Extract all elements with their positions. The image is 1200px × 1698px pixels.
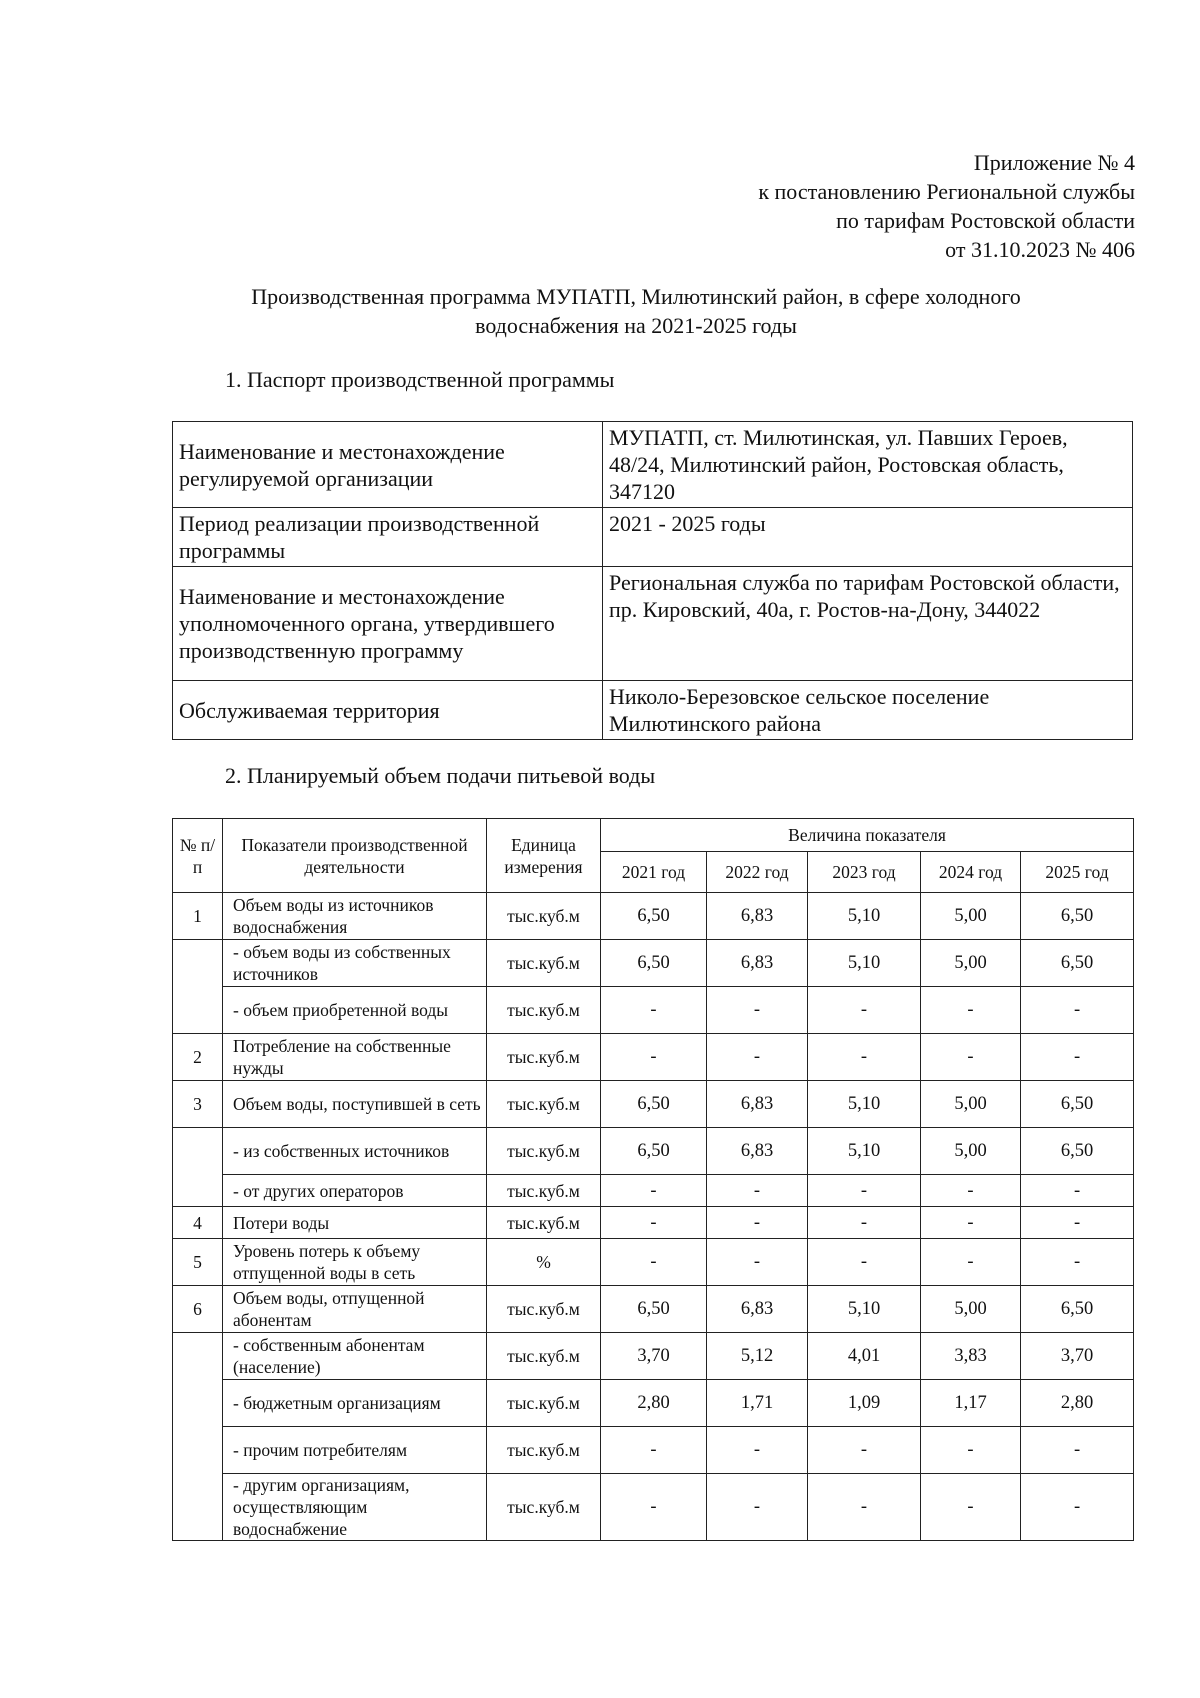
row-value: 5,00 — [921, 1081, 1021, 1128]
row-unit: тыс.куб.м — [487, 1333, 601, 1380]
column-header-year: 2024 год — [921, 852, 1021, 893]
row-indicator: - от других операторов — [223, 1175, 487, 1207]
row-indicator: - собственным абонентам (население) — [223, 1333, 487, 1380]
row-value: - — [707, 1474, 808, 1541]
table-header-row — [173, 819, 1134, 852]
row-value: - — [808, 1474, 921, 1541]
row-value: - — [808, 1427, 921, 1474]
column-header-value-group: Величина показателя — [601, 819, 1134, 852]
table-row — [173, 987, 1134, 1034]
row-value: 5,12 — [707, 1333, 808, 1380]
column-header-year: 2022 год — [707, 852, 808, 893]
row-value: - — [808, 1034, 921, 1081]
row-value: 1,09 — [808, 1380, 921, 1427]
row-value: 5,10 — [808, 893, 921, 940]
row-value: - — [707, 1175, 808, 1207]
row-value: - — [921, 1427, 1021, 1474]
passport-value: Николо-Березовское сельское поселение Милютинского района — [603, 681, 1133, 740]
appendix-reference-line: к постановлению Региональной службы — [758, 179, 1135, 204]
table-row — [173, 1175, 1134, 1207]
passport-row — [173, 567, 1133, 681]
row-value: 5,10 — [808, 940, 921, 987]
row-value: - — [707, 987, 808, 1034]
row-value: 6,50 — [1021, 940, 1134, 987]
table-row — [173, 893, 1134, 940]
passport-row — [173, 681, 1133, 740]
row-unit: тыс.куб.м — [487, 1207, 601, 1239]
row-value: 2,80 — [1021, 1380, 1134, 1427]
row-value: - — [707, 1207, 808, 1239]
row-value: 4,01 — [808, 1333, 921, 1380]
row-unit: % — [487, 1239, 601, 1286]
section-heading-passport: 1. Паспорт производственной программы — [225, 367, 615, 392]
row-number: 4 — [173, 1207, 223, 1239]
row-value: 3,70 — [601, 1333, 707, 1380]
column-header-year: 2023 год — [808, 852, 921, 893]
row-unit: тыс.куб.м — [487, 1474, 601, 1541]
row-value: 6,50 — [1021, 893, 1134, 940]
row-unit: тыс.куб.м — [487, 940, 601, 987]
row-value: - — [707, 1239, 808, 1286]
row-value: - — [1021, 1427, 1134, 1474]
row-value: - — [601, 987, 707, 1034]
row-value: 6,83 — [707, 893, 808, 940]
passport-label: Наименование и местонахождение уполномоченного органа, утвердившего производственную программу — [173, 567, 603, 681]
row-indicator: Объем воды, поступившей в сеть — [223, 1081, 487, 1128]
row-number: 5 — [173, 1239, 223, 1286]
row-value: - — [808, 1175, 921, 1207]
row-number — [173, 1333, 223, 1541]
row-indicator: - бюджетным организациям — [223, 1380, 487, 1427]
row-indicator: Потери воды — [223, 1207, 487, 1239]
table-row — [173, 1427, 1134, 1474]
row-value: 6,50 — [601, 1081, 707, 1128]
row-value: 5,10 — [808, 1081, 921, 1128]
row-value: - — [601, 1427, 707, 1474]
row-value: - — [921, 1034, 1021, 1081]
row-value: - — [921, 1239, 1021, 1286]
row-value: - — [1021, 1239, 1134, 1286]
passport-value: 2021 - 2025 годы — [603, 508, 1133, 567]
row-value: - — [921, 987, 1021, 1034]
row-value: - — [1021, 1175, 1134, 1207]
row-indicator: - объем воды из собственных источников — [223, 940, 487, 987]
table-row — [173, 1081, 1134, 1128]
row-number: 1 — [173, 893, 223, 940]
row-value: - — [707, 1034, 808, 1081]
row-unit: тыс.куб.м — [487, 1081, 601, 1128]
passport-row — [173, 508, 1133, 567]
passport-value: Региональная служба по тарифам Ростовской области, пр. Кировский, 40а, г. Ростов-на-Дону, 344022 — [603, 567, 1133, 681]
row-value: - — [921, 1207, 1021, 1239]
row-value: 3,70 — [1021, 1333, 1134, 1380]
column-header-number: № п/п — [173, 819, 223, 893]
row-value: - — [601, 1175, 707, 1207]
row-unit: тыс.куб.м — [487, 1034, 601, 1081]
row-number: 3 — [173, 1081, 223, 1128]
title-line: Производственная программа МУПАТП, Милютинский район, в сфере холодного — [251, 284, 1021, 309]
row-value: - — [601, 1207, 707, 1239]
row-value: - — [1021, 987, 1134, 1034]
row-value: - — [921, 1474, 1021, 1541]
row-indicator: - другим организациям, осуществляющим водоснабжение — [223, 1474, 487, 1541]
row-value: 6,50 — [1021, 1128, 1134, 1175]
row-number — [173, 1128, 223, 1207]
row-value: 6,50 — [1021, 1081, 1134, 1128]
row-unit: тыс.куб.м — [487, 1128, 601, 1175]
row-value: - — [808, 1239, 921, 1286]
row-number: 2 — [173, 1034, 223, 1081]
row-indicator: - объем приобретенной воды — [223, 987, 487, 1034]
row-value: - — [1021, 1207, 1134, 1239]
row-value: - — [601, 1239, 707, 1286]
row-value: - — [808, 987, 921, 1034]
row-value: - — [921, 1175, 1021, 1207]
row-indicator: - из собственных источников — [223, 1128, 487, 1175]
passport-table — [172, 421, 1133, 740]
table-row — [173, 1380, 1134, 1427]
row-value: 5,00 — [921, 1286, 1021, 1333]
row-value: 5,00 — [921, 893, 1021, 940]
passport-value: МУПАТП, ст. Милютинская, ул. Павших Героев, 48/24, Милютинский район, Ростовская область, 347120 — [603, 422, 1133, 508]
table-row — [173, 940, 1134, 987]
appendix-number: Приложение № 4 — [973, 150, 1135, 175]
row-value: 1,71 — [707, 1380, 808, 1427]
table-row — [173, 1286, 1134, 1333]
column-header-year: 2021 год — [601, 852, 707, 893]
passport-row — [173, 422, 1133, 508]
row-value: 6,50 — [601, 893, 707, 940]
column-header-year: 2025 год — [1021, 852, 1134, 893]
title-line: водоснабжения на 2021-2025 годы — [475, 313, 797, 338]
row-value: - — [707, 1427, 808, 1474]
row-value: 1,17 — [921, 1380, 1021, 1427]
row-number: 6 — [173, 1286, 223, 1333]
row-unit: тыс.куб.м — [487, 1380, 601, 1427]
row-value: 6,83 — [707, 1128, 808, 1175]
row-value: 5,00 — [921, 940, 1021, 987]
row-value: 5,10 — [808, 1128, 921, 1175]
row-value: - — [601, 1474, 707, 1541]
document-title — [172, 282, 1100, 340]
row-indicator: - прочим потребителям — [223, 1427, 487, 1474]
row-indicator: Объем воды из источников водоснабжения — [223, 893, 487, 940]
row-value: - — [1021, 1474, 1134, 1541]
row-value: 6,50 — [601, 1128, 707, 1175]
row-value: 5,00 — [921, 1128, 1021, 1175]
water-volume-table — [172, 818, 1134, 1541]
column-header-indicator: Показатели производственной деятельности — [223, 819, 487, 893]
row-unit: тыс.куб.м — [487, 987, 601, 1034]
table-row — [173, 1128, 1134, 1175]
appendix-reference-line: по тарифам Ростовской области — [836, 208, 1135, 233]
row-value: 5,10 — [808, 1286, 921, 1333]
row-unit: тыс.куб.м — [487, 1175, 601, 1207]
table-row — [173, 1239, 1134, 1286]
row-indicator: Потребление на собственные нужды — [223, 1034, 487, 1081]
section-heading-volume: 2. Планируемый объем подачи питьевой воды — [225, 763, 656, 788]
row-value: - — [1021, 1034, 1134, 1081]
row-value: 6,50 — [1021, 1286, 1134, 1333]
document-header — [575, 148, 1135, 264]
passport-label: Наименование и местонахождение регулируемой организации — [173, 422, 603, 508]
column-header-unit: Единица измерения — [487, 819, 601, 893]
row-number — [173, 940, 223, 1034]
row-value: 2,80 — [601, 1380, 707, 1427]
row-value: 6,83 — [707, 1286, 808, 1333]
row-value: 6,83 — [707, 940, 808, 987]
row-value: 6,50 — [601, 1286, 707, 1333]
table-row — [173, 1034, 1134, 1081]
row-value: 6,50 — [601, 940, 707, 987]
table-row — [173, 1333, 1134, 1380]
row-value: 3,83 — [921, 1333, 1021, 1380]
row-value: - — [808, 1207, 921, 1239]
passport-label: Период реализации производственной программы — [173, 508, 603, 567]
table-row — [173, 1474, 1134, 1541]
row-indicator: Уровень потерь к объему отпущенной воды в сеть — [223, 1239, 487, 1286]
table-row — [173, 1207, 1134, 1239]
row-unit: тыс.куб.м — [487, 1286, 601, 1333]
passport-label: Обслуживаемая территория — [173, 681, 603, 740]
resolution-date-number: от 31.10.2023 № 406 — [945, 237, 1135, 262]
row-unit: тыс.куб.м — [487, 893, 601, 940]
row-unit: тыс.куб.м — [487, 1427, 601, 1474]
row-indicator: Объем воды, отпущенной абонентам — [223, 1286, 487, 1333]
row-value: - — [601, 1034, 707, 1081]
row-value: 6,83 — [707, 1081, 808, 1128]
